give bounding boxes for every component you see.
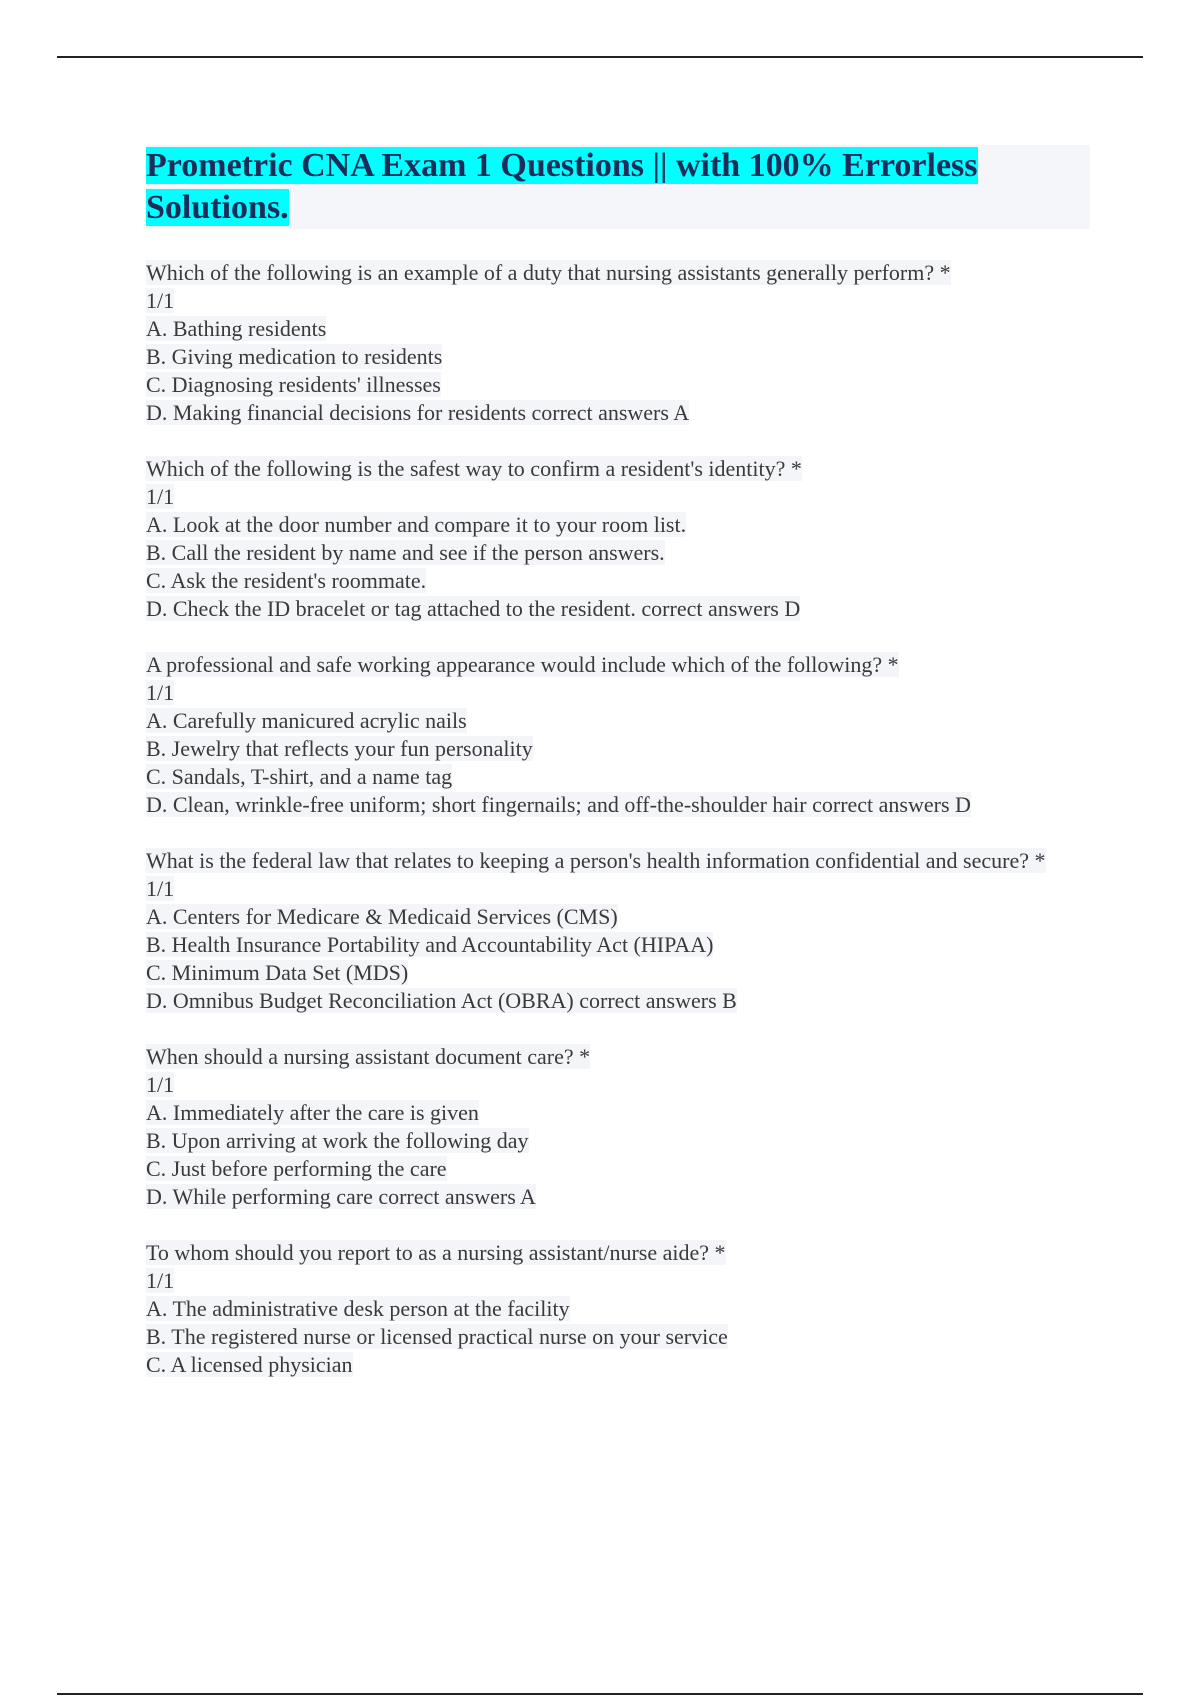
answer-option: A. Centers for Medicare & Medicaid Services (CMS) bbox=[146, 904, 618, 929]
answer-option: C. A licensed physician bbox=[146, 1352, 353, 1377]
question-block bbox=[146, 651, 1090, 819]
answer-option: A. Immediately after the care is given bbox=[146, 1100, 479, 1125]
question-text: Which of the following is the safest way to confirm a resident's identity? * bbox=[146, 456, 802, 481]
question-text: To whom should you report to as a nursing assistant/nurse aide? * bbox=[146, 1240, 726, 1265]
answer-option: D. Check the ID bracelet or tag attached to the resident. correct answers D bbox=[146, 596, 801, 621]
answer-option: D. Clean, wrinkle-free uniform; short fingernails; and off-the-shoulder hair correct answers D bbox=[146, 792, 971, 817]
question-block bbox=[146, 259, 1090, 427]
answer-option: C. Sandals, T-shirt, and a name tag bbox=[146, 764, 453, 789]
question-block bbox=[146, 1043, 1090, 1211]
answer-option: D. While performing care correct answers A bbox=[146, 1184, 536, 1209]
answer-option: B. Giving medication to residents bbox=[146, 344, 443, 369]
question-block bbox=[146, 847, 1090, 1015]
answer-option: A. Carefully manicured acrylic nails bbox=[146, 708, 467, 733]
question-text: A professional and safe working appearance would include which of the following? * bbox=[146, 652, 899, 677]
answer-option: C. Minimum Data Set (MDS) bbox=[146, 960, 409, 985]
question-score: 1/1 bbox=[146, 876, 175, 901]
answer-option: D. Omnibus Budget Reconciliation Act (OBRA) correct answers B bbox=[146, 988, 737, 1013]
bottom-rule bbox=[57, 1693, 1143, 1695]
question-text: What is the federal law that relates to keeping a person's health information confidential and secure? * bbox=[146, 848, 1046, 873]
top-rule bbox=[57, 56, 1143, 58]
question-list bbox=[146, 259, 1090, 1379]
answer-option: B. The registered nurse or licensed practical nurse on your service bbox=[146, 1324, 728, 1349]
document-title: Prometric CNA Exam 1 Questions || with 100% Errorless Solutions. bbox=[146, 147, 978, 226]
question-text: When should a nursing assistant document care? * bbox=[146, 1044, 591, 1069]
question-score: 1/1 bbox=[146, 484, 175, 509]
answer-option: B. Health Insurance Portability and Accountability Act (HIPAA) bbox=[146, 932, 714, 957]
question-block bbox=[146, 455, 1090, 623]
question-score: 1/1 bbox=[146, 288, 175, 313]
question-score: 1/1 bbox=[146, 680, 175, 705]
answer-option: D. Making financial decisions for residents correct answers A bbox=[146, 400, 690, 425]
question-text: Which of the following is an example of a duty that nursing assistants generally perform? * bbox=[146, 260, 951, 285]
answer-option: B. Call the resident by name and see if the person answers. bbox=[146, 540, 665, 565]
answer-option: C. Diagnosing residents' illnesses bbox=[146, 372, 441, 397]
answer-option: A. The administrative desk person at the facility bbox=[146, 1296, 570, 1321]
question-score: 1/1 bbox=[146, 1072, 175, 1097]
title-block bbox=[146, 145, 1090, 229]
answer-option: A. Bathing residents bbox=[146, 316, 327, 341]
answer-option: C. Just before performing the care bbox=[146, 1156, 447, 1181]
answer-option: C. Ask the resident's roommate. bbox=[146, 568, 427, 593]
answer-option: B. Jewelry that reflects your fun personality bbox=[146, 736, 533, 761]
document-body bbox=[146, 145, 1090, 1407]
question-block bbox=[146, 1239, 1090, 1379]
answer-option: B. Upon arriving at work the following day bbox=[146, 1128, 529, 1153]
answer-option: A. Look at the door number and compare it to your room list. bbox=[146, 512, 687, 537]
question-score: 1/1 bbox=[146, 1268, 175, 1293]
